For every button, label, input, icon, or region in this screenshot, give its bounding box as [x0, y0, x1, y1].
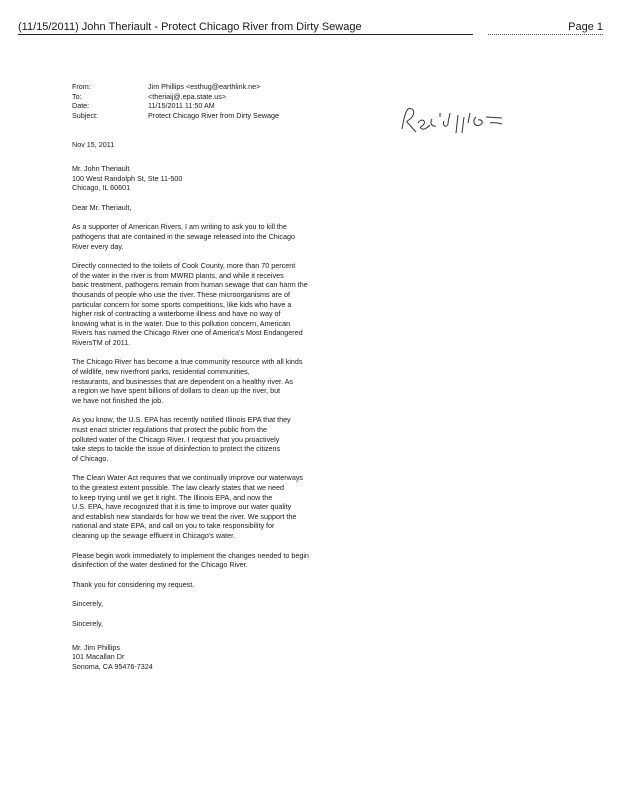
address-line: Chicago, IL 60601: [72, 183, 131, 193]
body-line: cleaning up the sewage effluent in Chicago's water.: [72, 530, 236, 540]
body-line: we have not finished the job.: [72, 395, 164, 405]
meta-row-to: [72, 92, 352, 102]
meta-row-date: [72, 101, 352, 111]
body-paragraph: [72, 551, 352, 570]
body-line: must enact stricter regulations that protect the public from the: [72, 425, 267, 435]
signature-block: [72, 643, 352, 672]
page-number: Page 1: [568, 21, 603, 33]
body-line: knowing what is in the water. Due to this pollution concern, American: [72, 318, 291, 328]
meta-value: 11/15/2011 11:50 AM: [148, 101, 215, 111]
meta-value: Jim Phillips <esthug@earthlink.ne>: [148, 82, 261, 91]
signature-line: Sonoma, CA 95476-7324: [72, 661, 153, 671]
body-line: The Clean Water Act requires that we continually improve our waterways: [72, 473, 304, 483]
email-header-block: [72, 82, 352, 120]
header-title: (11/15/2011) John Theriault - Protect Chicago River from Dirty Sewage: [18, 21, 362, 33]
meta-row-from: [72, 82, 352, 92]
body-paragraph: [72, 222, 352, 251]
body-line: polluted water of the Chicago River. I request that you proactively: [72, 434, 280, 444]
body-line: Please begin work immediately to implement the changes needed to begin: [72, 550, 309, 560]
body-line: of wildlife, new riverfront parks, residential communities,: [72, 367, 250, 377]
body-line: a region we have spent billions of dollars to clean up the river, but: [72, 386, 281, 396]
meta-label: Date:: [72, 101, 90, 111]
body-line: The Chicago River has become a true community resource with all kinds: [72, 357, 303, 367]
body-line: As a supporter of American Rivers, I am writing to ask you to kill the: [72, 222, 287, 232]
body-line: disinfection of the water destined for the Chicago River.: [72, 560, 248, 570]
letter-body: [72, 222, 352, 589]
body-line: take steps to tackle the issue of disinfection to protect the citizens: [72, 444, 281, 454]
letter-date: Nov 15, 2011: [72, 140, 115, 150]
address-line: 100 West Randolph St, Ste 11-500: [72, 173, 183, 183]
page-header: [18, 20, 603, 36]
body-paragraph: [72, 261, 352, 347]
body-line: thousands of people who use the river. These microorganisms are of: [72, 289, 291, 299]
handwritten-received-stamp: [398, 103, 508, 139]
body-line: of the water in the river is from MWRD plants, and while it receives: [72, 270, 284, 280]
body-line: Rivers has named the Chicago River one of America's Most Endangered: [72, 328, 303, 338]
salutation: Dear Mr. Theriault,: [72, 202, 132, 212]
address-line: Mr. John Theriault: [72, 163, 130, 173]
header-dotted-rule: [488, 34, 603, 35]
meta-label: Subject:: [72, 110, 98, 120]
meta-label: To:: [72, 91, 82, 101]
header-rule: [18, 34, 473, 35]
body-line: As you know, the U.S. EPA has recently notified Illinois EPA that they: [72, 415, 291, 425]
meta-value: <theriaij@.epa.state.us>: [148, 91, 227, 101]
body-line: RiversTM of 2011.: [72, 337, 131, 347]
closing: Sincerely,: [72, 599, 104, 609]
body-line: particular concern for some sports competitions, like kids who have a: [72, 299, 292, 309]
recipient-address: [72, 164, 352, 193]
body-line: restaurants, and businesses that are dependent on a healthy river. As: [72, 376, 293, 386]
meta-label: From:: [72, 82, 91, 91]
signature-line: 101 Macallan Dr: [72, 652, 125, 662]
body-line: Thank you for considering my request.: [72, 579, 195, 589]
body-line: River every day.: [72, 241, 124, 251]
meta-value: Protect Chicago River from Dirty Sewage: [148, 110, 280, 120]
body-line: to the greatest extent possible. The law clearly states that we need: [72, 483, 285, 492]
body-line: Directly connected to the toilets of Cook County, more than 70 percent: [72, 261, 296, 271]
email-document: [72, 82, 352, 671]
body-line: U.S. EPA, have recognized that it is time to improve our water quality: [72, 502, 292, 512]
body-line: and establish new standards for how we treat the river. We support the: [72, 511, 297, 521]
body-paragraph: [72, 415, 352, 463]
meta-row-subject: [72, 111, 352, 121]
body-paragraph: [72, 473, 352, 540]
body-line: to keep trying until we get it right. The Illinois EPA, and now the: [72, 492, 273, 502]
signature-line: Mr. Jim Phillips: [72, 642, 120, 652]
body-line: basic treatment, pathogens remain from human sewage that can harm the: [72, 280, 308, 290]
body-paragraph: [72, 357, 352, 405]
body-line: pathogens that are contained in the sewage released into the Chicago: [72, 231, 295, 241]
body-line: of Chicago.: [72, 453, 109, 463]
closing-repeat: Sincerely,: [72, 618, 104, 628]
body-line: national and state EPA, and call on you to take responsibility for: [72, 521, 275, 531]
body-line: higher risk of contracting a waterborne illness and have no way of: [72, 309, 281, 319]
body-paragraph: [72, 580, 352, 590]
